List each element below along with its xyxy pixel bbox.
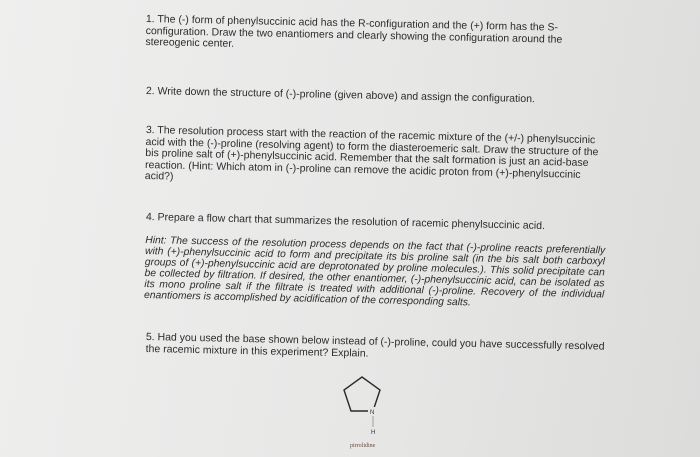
pyrrolidine-structure (332, 373, 392, 453)
question-3 (145, 125, 606, 193)
question-5 (146, 332, 606, 365)
question-4-hint: Hint: The success of the resolution process depends on the fact that (-)-proline reacts preferentially with (+)-phenylsuccinic acid to form and precipitate its bis proline salt (in the bis salt both carboxyl groups of (+)-phenylsuccinic acid are deprotonated by proline molecules.). This solid precipitate can be collected by filtration. If desired, the other enantiomer, (-)-phenylsuccinic acid, can be isolated as its mono proline salt if the filtrate is treated with additional (-)-proline. Recovery of the individual enantiomers is accomplished by acidification of the corresponding salts. (143, 234, 606, 308)
question-1 (145, 14, 596, 58)
question-4-text: 4. Prepare a flow chart that summarizes the resolution of racemic phenylsuccinic acid. (145, 211, 546, 233)
nitrogen-atom: N (370, 410, 375, 416)
question-2 (146, 86, 596, 107)
question-1-text: 1. The (-) form of phenylsuccinic acid has the R-configuration and the (+) form has the S-configuration. Draw the two enantiomers and clearly showing the configuration around the stereogenic center. (145, 13, 563, 50)
hydrogen-atom: H (371, 430, 376, 436)
structure-caption: pirrolidine (350, 443, 376, 449)
question-4 (144, 212, 606, 311)
question-3-text: 3. The resolution process start with the reaction of the racemic mixture of the (+/-) phenylsuccinic acid with the (-)-proline (resolving agent) to form the diasteroemeric salt. Draw the structure of the bis proline salt of (+)-phenylsuccinic acid. Remember that the salt formation is just an acid-base reaction. (Hint: Which atom in (-)-proline can remove the acidic proton from (+)-phenylsuccinic acid?) (144, 124, 599, 183)
question-2-text: 2. Write down the structure of (-)-proline (given above) and assign the configuration. (145, 85, 536, 106)
question-5-text: 5. Had you used the base shown below instead of (-)-proline, could you have successfully resolved the racemic mixture in this experiment? Explain. (145, 331, 605, 360)
pyrrolidine-ring (344, 377, 380, 411)
